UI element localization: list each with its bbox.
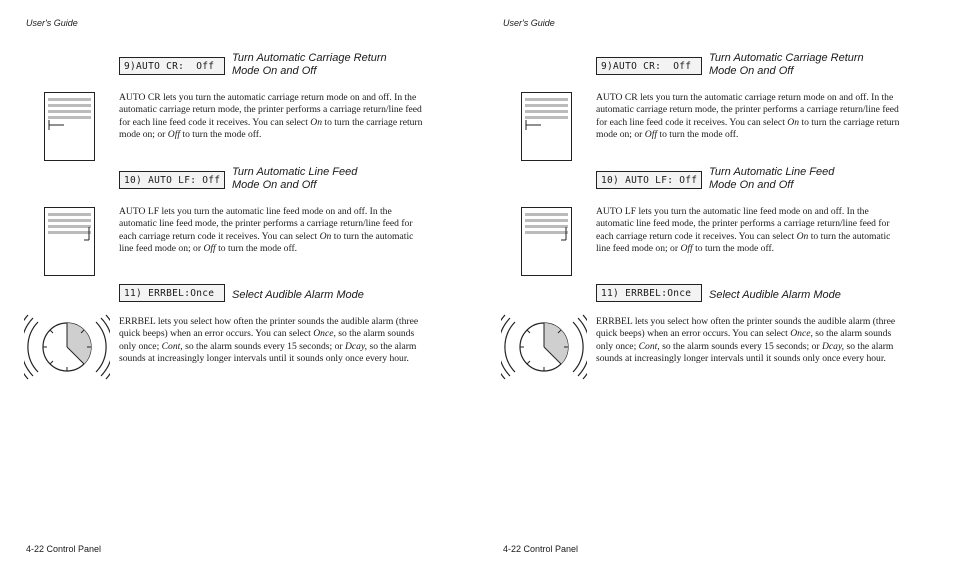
section-title-auto-cr xyxy=(709,52,909,78)
text-run: to turn the carriage return mode on; or xyxy=(596,116,900,140)
italic-run: On xyxy=(310,116,322,128)
body-paragraph-auto-lf xyxy=(596,206,906,255)
carriage-return-page-icon xyxy=(521,92,573,162)
title-line: Turn Automatic Carriage Return xyxy=(232,52,387,64)
italic-run: Dcay, xyxy=(344,340,368,352)
text-run: to turn the automatic line feed mode on; or xyxy=(119,230,414,254)
title-line: Mode On and Off xyxy=(232,65,317,77)
text-run: AUTO CR lets you turn the automatic carriage return mode on and off. In the automatic carriage return mode, the printer performs a carriage return/line feed for each line feed code it receives. You can select xyxy=(596,92,899,128)
title-line: Select Audible Alarm Mode xyxy=(709,289,841,301)
text-run: to turn the mode off. xyxy=(215,242,298,254)
body-paragraph-auto-cr xyxy=(596,92,906,141)
section-title-auto-lf xyxy=(232,166,432,192)
line-feed-page-icon xyxy=(521,207,573,277)
section-title-auto-cr xyxy=(232,52,432,78)
section-title-auto-lf xyxy=(709,166,909,192)
italic-run: Once, xyxy=(313,328,336,340)
italic-run: On xyxy=(787,116,799,128)
title-line: Turn Automatic Line Feed xyxy=(232,166,358,178)
italic-run: Once, xyxy=(790,328,813,340)
page-right xyxy=(477,0,954,580)
italic-run: Off xyxy=(644,128,658,140)
lcd-auto-cr: 9)AUTO CR: Off xyxy=(596,57,702,75)
text-run: so the alarm sounds at increasingly longer intervals until it sounds only once every hour. xyxy=(119,340,417,364)
title-line: Mode On and Off xyxy=(709,65,794,77)
text-run: so the alarm sounds only once; xyxy=(596,328,892,352)
section-title-errbel xyxy=(709,289,909,302)
text-run: to turn the mode off. xyxy=(692,242,775,254)
text-run: AUTO LF lets you turn the automatic line feed mode on and off. In the automatic line feed mode, the printer performs a carriage return/line feed for each carriage return code it receives. You can select xyxy=(596,206,890,242)
text-run: to turn the mode off. xyxy=(657,128,739,140)
title-line: Mode On and Off xyxy=(232,179,317,191)
italic-run: Off xyxy=(680,242,693,254)
running-header: User's Guide xyxy=(26,18,78,28)
lcd-errbel: 11) ERRBEL:Once xyxy=(119,284,225,302)
lcd-auto-lf: 10) AUTO LF: Off xyxy=(596,171,702,189)
line-feed-page-icon xyxy=(44,207,96,277)
alarm-clock-icon xyxy=(24,314,110,380)
lcd-auto-cr: 9)AUTO CR: Off xyxy=(119,57,225,75)
running-header: User's Guide xyxy=(503,18,555,28)
body-paragraph-auto-cr xyxy=(119,92,429,141)
italic-run: On xyxy=(796,230,809,242)
italic-run: On xyxy=(319,230,332,242)
italic-run: Dcay, xyxy=(821,340,845,352)
italic-run: Cont, xyxy=(161,340,183,352)
body-paragraph-errbel xyxy=(596,316,906,365)
text-run: so the alarm sounds at increasingly longer intervals until it sounds only once every hour. xyxy=(596,340,894,364)
text-run: ERRBEL lets you select how often the printer sounds the audible alarm (three quick beeps) when an error occurs. You can select xyxy=(596,316,896,340)
text-run: to turn the carriage return mode on; or xyxy=(119,116,423,140)
italic-run: Off xyxy=(167,128,181,140)
section-title-errbel xyxy=(232,289,432,302)
body-paragraph-errbel xyxy=(119,316,429,365)
text-run: AUTO LF lets you turn the automatic line feed mode on and off. In the automatic line feed mode, the printer performs a carriage return/line feed for each carriage return code it receives. You can select xyxy=(119,206,413,242)
alarm-clock-icon xyxy=(501,314,587,380)
text-run: so the alarm sounds every 15 seconds; or xyxy=(659,340,822,352)
text-run: to turn the mode off. xyxy=(180,128,262,140)
running-footer: 4-22 Control Panel xyxy=(26,544,102,554)
title-line: Mode On and Off xyxy=(709,179,794,191)
italic-run: Cont, xyxy=(638,340,660,352)
text-run: so the alarm sounds only once; xyxy=(119,328,415,352)
text-run: so the alarm sounds every 15 seconds; or xyxy=(182,340,345,352)
text-run: AUTO CR lets you turn the automatic carriage return mode on and off. In the automatic carriage return mode, the printer performs a carriage return/line feed for each line feed code it receives. You can select xyxy=(119,92,422,128)
lcd-errbel: 11) ERRBEL:Once xyxy=(596,284,702,302)
text-run: to turn the automatic line feed mode on; or xyxy=(596,230,891,254)
lcd-auto-lf: 10) AUTO LF: Off xyxy=(119,171,225,189)
title-line: Turn Automatic Carriage Return xyxy=(709,52,864,64)
carriage-return-page-icon xyxy=(44,92,96,162)
title-line: Select Audible Alarm Mode xyxy=(232,289,364,301)
italic-run: Off xyxy=(203,242,216,254)
body-paragraph-auto-lf xyxy=(119,206,429,255)
running-footer: 4-22 Control Panel xyxy=(503,544,579,554)
title-line: Turn Automatic Line Feed xyxy=(709,166,835,178)
text-run: ERRBEL lets you select how often the printer sounds the audible alarm (three quick beeps) when an error occurs. You can select xyxy=(119,316,419,340)
